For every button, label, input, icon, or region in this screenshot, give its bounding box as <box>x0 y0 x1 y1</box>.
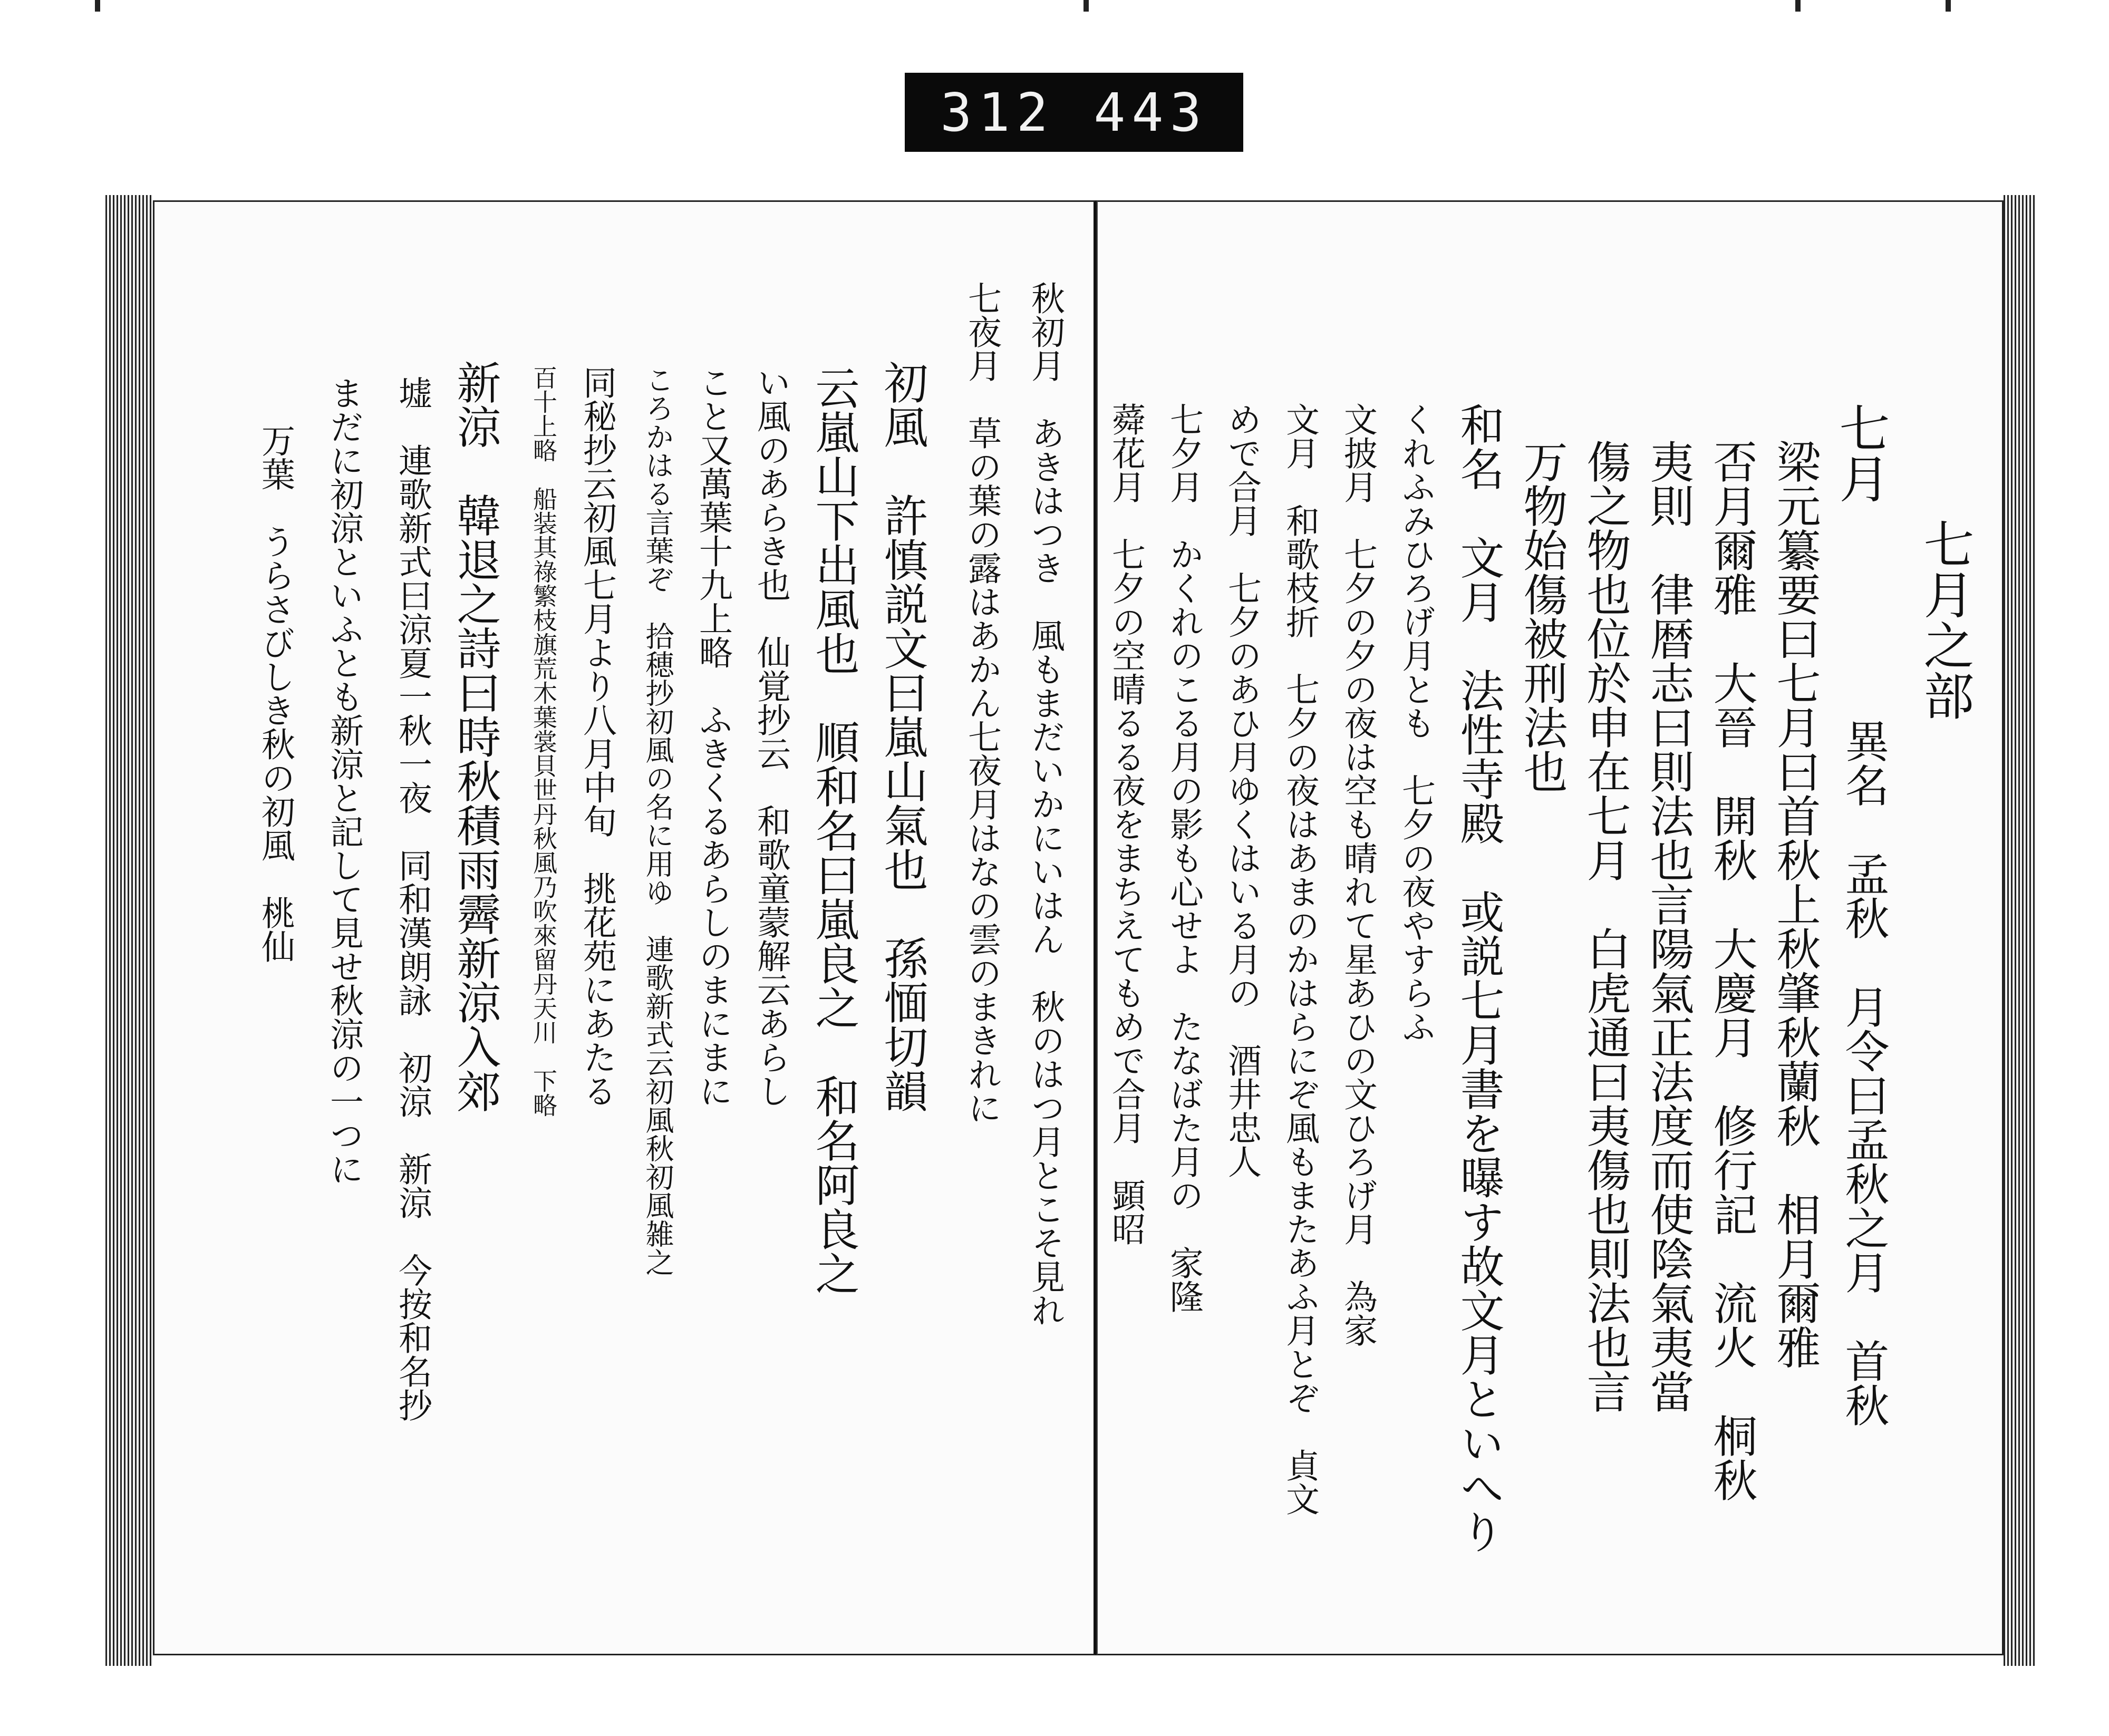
text-column: 文披月 七夕の夕の夜は空も晴れて星あひの文ひろげ月 為家 <box>1338 402 1377 1347</box>
scan-speck <box>1083 0 1089 12</box>
left-page-stack-edge <box>105 195 153 1666</box>
text-column: 七月 <box>1831 402 1890 503</box>
text-column: 秋初月 あきはつき 風もまだいかにいはん 秋のはつ月とこそ見れ <box>1026 281 1065 1327</box>
text-column: 百十上略 船装其祿繁枝旗荒木葉裳貝世丹秋風乃吹來留丹天川 下略 <box>529 365 558 1117</box>
text-column: 傷之物也位於申在七月 白虎通曰夷傷也則法也言 <box>1580 439 1631 1413</box>
section-title: 七月之部 <box>1915 518 1975 721</box>
text-column: 新涼 韓退之詩曰時秋積雨霽新涼入郊 <box>450 360 501 1113</box>
open-book <box>105 169 2035 1687</box>
scan-speck <box>95 0 100 12</box>
text-column: 梁元纂要曰七月曰首秋上秋肇秋蘭秋 相月爾雅 <box>1769 439 1821 1369</box>
text-column: ころかはる言葉ぞ 拾穂抄初風の名に用ゆ 連歌新式云初風秋初風雑之 <box>641 365 674 1276</box>
text-column: 万物始傷被刑法也 <box>1516 439 1568 793</box>
scanner-frame-label <box>905 73 1243 152</box>
text-column: 云嵐山下出風也 順和名曰嵐良之 和名阿良之 <box>808 365 860 1295</box>
text-column: 墟 連歌新式曰涼夏一秋一夜 同和漢朗詠 初涼 新涼 今按和名抄 <box>393 376 432 1422</box>
frame-number-left: 312 <box>940 81 1054 143</box>
scan-speck <box>1946 0 1951 12</box>
right-page <box>1097 200 2004 1655</box>
scan-speck <box>1795 0 1801 12</box>
text-column: 和名 文月 法性寺殿 或説七月書を曝す故文月といへり <box>1453 402 1505 1554</box>
text-column: 七夕月 かくれのこる月の影も心せよ たなばた月の 家隆 <box>1164 402 1203 1313</box>
text-column: 文月 和歌枝折 七夕の夜はあまのかはらにぞ風もまたあふ月とぞ 貞文 <box>1280 402 1319 1516</box>
text-column: まだに初涼といふとも新涼と記して見せ秋涼の一つに <box>324 376 363 1186</box>
text-column: 初風 許慎説文曰嵐山氣也 孫愐切韻 <box>877 360 928 1113</box>
text-column: めで合月 七夕のあひ月ゆくはいる月の 酒井忠人 <box>1222 402 1261 1178</box>
right-page-stack-edge <box>2004 195 2035 1666</box>
text-column: くれふみひろげ月とも 七夕の夜やすらふ <box>1396 402 1435 1043</box>
text-column: い風のあらき也 仙覚抄云 和歌童蒙解云あらし <box>751 365 790 1108</box>
text-column: 否月爾雅 大晉 開秋 大慶月 修行記 流火 桐秋 <box>1706 439 1758 1502</box>
text-column: こと又萬葉十九上略 ふきくるあらしのまにまに <box>693 365 732 1108</box>
text-column: 同秘抄云初風七月より八月中旬 挑花苑にあたる <box>577 365 616 1108</box>
frame-number-right: 443 <box>1094 81 1208 143</box>
text-column: 異名 孟秋 月令曰孟秋之月 首秋 <box>1838 719 1890 1427</box>
text-column: 万葉 うらさびしき秋の初風 桃仙 <box>256 423 295 963</box>
top-edge-marks <box>0 0 2109 16</box>
text-column: 七夜月 草の葉の露はあかん七夜月はなの雲のまきれに <box>962 281 1001 1124</box>
text-column: 蕣花月 七夕の空晴るる夜をまちえてもめで合月 顕昭 <box>1106 402 1145 1246</box>
text-column: 夷則 律暦志曰則法也言陽氣正法度而使陰氣夷當 <box>1643 439 1695 1413</box>
left-page <box>153 200 1097 1655</box>
